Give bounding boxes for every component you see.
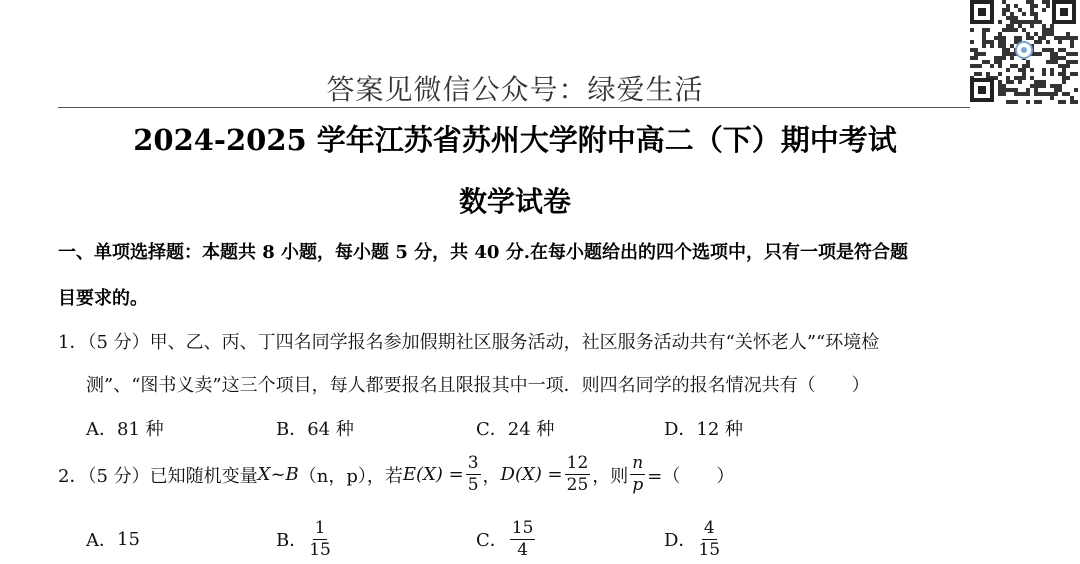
- fraction-denominator: 15: [309, 539, 331, 560]
- fraction-denominator: p: [632, 475, 644, 495]
- question-2-expectation: E(X) =: [402, 464, 464, 485]
- question-2-option-d: [664, 516, 722, 562]
- question-2-ratio-fraction: [630, 455, 645, 494]
- question-2-equals: =（ ）: [647, 465, 735, 487]
- header-rule: [58, 107, 970, 108]
- question-1-option-c: C．24 种: [476, 419, 555, 440]
- question-1-line2: 测”、“图书义卖”这三个项目，每人都要报名且限报其中一项．则四名同学的报名情况共有（ ）: [86, 375, 870, 396]
- fraction-numerator: 12: [566, 453, 589, 473]
- question-2-option-a: [86, 516, 140, 562]
- question-1-option-b: B．64 种: [276, 419, 354, 440]
- section-heading-line2: 目要求的。: [58, 288, 148, 309]
- fraction-denominator: 5: [467, 475, 479, 495]
- option-fraction: [698, 517, 721, 560]
- question-1-option-d: D．12 种: [664, 419, 744, 440]
- question-2-separator: ，: [482, 465, 501, 487]
- fraction-numerator: n: [632, 453, 644, 473]
- option-label: D．: [664, 530, 697, 551]
- question-2-tilde: ~: [270, 464, 286, 485]
- fraction-numerator: 4: [703, 517, 715, 538]
- question-2-prefix: 2．（5 分）已知随机变量: [58, 465, 258, 487]
- question-1-option-a: A．81 种: [86, 419, 164, 440]
- question-2-variance: D(X) =: [500, 464, 563, 485]
- question-2-var-x: X: [257, 464, 271, 485]
- option-value: 15: [117, 528, 140, 550]
- exam-title: 2024-2025 学年江苏省苏州大学附中高二（下）期中考试: [133, 123, 897, 157]
- header-note: 答案见微信公众号：绿爱生活: [326, 73, 704, 106]
- qr-code-image: [970, 0, 1078, 104]
- question-2-option-c: [476, 516, 537, 562]
- fraction-denominator: 4: [517, 539, 529, 560]
- fraction-numerator: 3: [467, 453, 479, 473]
- option-label: A．: [86, 530, 117, 551]
- option-label: C．: [476, 530, 508, 551]
- option-label: B．: [276, 530, 308, 551]
- question-2-expectation-fraction: [466, 455, 481, 494]
- question-1-line1: 1．（5 分）甲、乙、丙、丁四名同学报名参加假期社区服务活动，社区服务活动共有“关怀老人”“环境检: [58, 332, 880, 353]
- question-2-then: ，则: [592, 465, 629, 487]
- question-2-params: （n，p），若: [298, 465, 403, 487]
- fraction-numerator: 1: [314, 517, 326, 538]
- question-2-binom: B: [285, 464, 299, 485]
- fraction-denominator: 25: [566, 475, 589, 495]
- question-2-stem: [58, 455, 734, 494]
- fraction-numerator: 15: [511, 517, 534, 538]
- question-2-variance-fraction: [565, 455, 591, 494]
- exam-subtitle: 数学试卷: [458, 185, 571, 218]
- option-fraction: [309, 517, 331, 560]
- option-fraction: [510, 517, 536, 560]
- section-heading-line1: 一、单项选择题：本题共 8 小题，每小题 5 分，共 40 分.在每小题给出的四个选项中，只有一项是符合题: [58, 242, 908, 263]
- question-2-option-b: [276, 516, 333, 562]
- fraction-denominator: 15: [698, 539, 721, 560]
